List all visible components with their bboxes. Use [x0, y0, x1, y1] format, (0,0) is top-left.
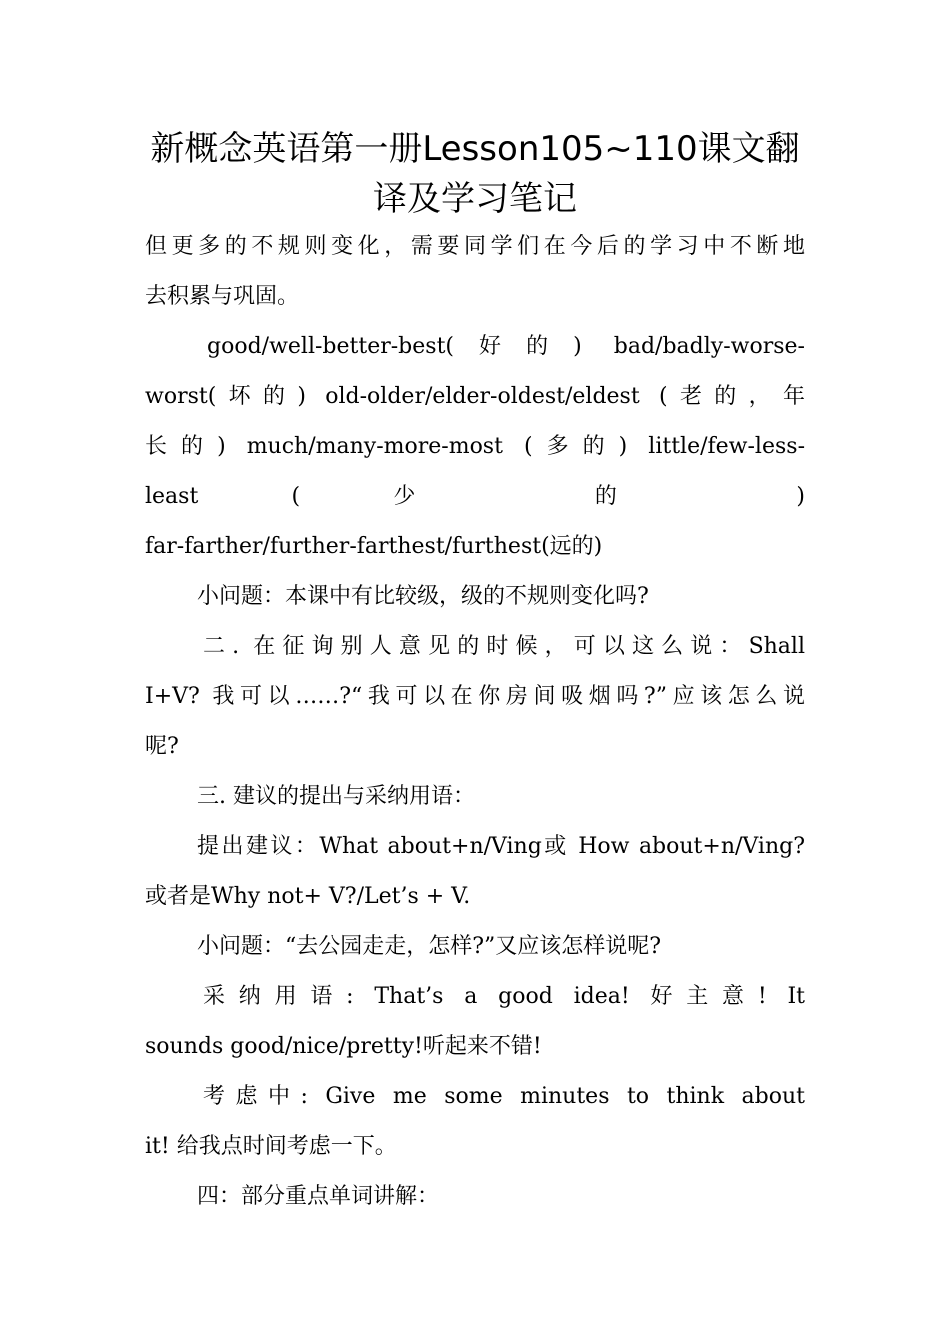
body-line: 或者是Why not+ V?/Let’s + V. [145, 884, 471, 909]
body-line: 采纳用语: That’s a good idea! 好主意! It [203, 984, 805, 1009]
body-line: 提出建议：What about+n/Ving或 How about+n/Ving? [197, 834, 805, 859]
body-line: 去积累与巩固。 [145, 284, 300, 309]
body-line: good/well-better-best(好的) bad/badly-worse- [207, 334, 805, 359]
body-line: 考虑中: Give me some minutes to think about [203, 1084, 805, 1109]
body-line: 但更多的不规则变化，需要同学们在今后的学习中不断地 [145, 234, 805, 259]
document-title-line-2: 译及学习笔记 [373, 179, 577, 219]
body-line: 小问题：“去公园走走，怎样?”又应该怎样说呢? [197, 934, 662, 959]
body-line: 四：部分重点单词讲解： [197, 1184, 440, 1209]
body-line: 长的) much/many-more-most (多的) little/few-less- [145, 434, 805, 459]
body-line: 二. 在征询别人意见的时候，可以这么说：Shall [203, 634, 805, 659]
body-line: far-farther/further-farthest/furthest(远的) [145, 534, 603, 559]
document-title-line-1: 新概念英语第一册Lesson105~110课文翻 [150, 129, 800, 169]
body-line: 呢? [145, 734, 179, 759]
body-line: least ( 少 的 ) [145, 484, 805, 509]
body-line: 三. 建议的提出与采纳用语： [197, 784, 475, 809]
body-line: I+V? 我可以……?“我可以在你房间吸烟吗?”应该怎么说 [145, 684, 805, 709]
body-line: sounds good/nice/pretty!听起来不错! [145, 1034, 542, 1059]
body-line: 小问题：本课中有比较级，级的不规则变化吗? [197, 584, 649, 609]
body-line: worst(坏的) old-older/elder-oldest/eldest (老的，年 [145, 384, 805, 409]
body-line: it! 给我点时间考虑一下。 [145, 1134, 397, 1159]
